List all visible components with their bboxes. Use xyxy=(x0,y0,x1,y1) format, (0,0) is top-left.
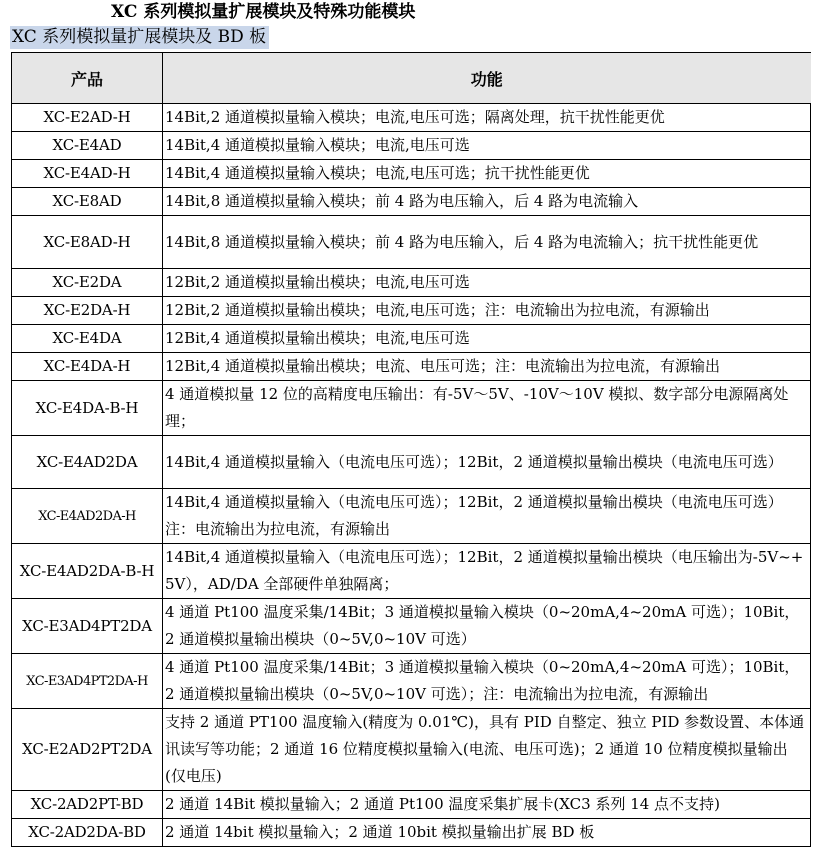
product-cell: XC-E2AD2PT2DA xyxy=(12,709,163,791)
table-row xyxy=(12,709,811,791)
product-cell: XC-E3AD4PT2DA xyxy=(12,599,163,654)
product-cell: XC-2AD2DA-BD xyxy=(12,819,163,847)
function-cell: 12Bit,2 通道模拟量输出模块；电流,电压可选；注：电流输出为拉电流，有源输出 xyxy=(163,297,811,325)
function-cell: 14Bit,8 通道模拟量输入模块；前 4 路为电压输入，后 4 路为电流输入；抗干扰性能更优 xyxy=(163,216,811,269)
function-cell: 支持 2 通道 PT100 温度输入(精度为 0.01℃)，具有 PID 自整定、独立 PID 参数设置、本体通讯读写等功能；2 通道 16 位精度模拟量输入(电流、电压可选)；2 通道 10 位精度模拟量输出(仅电压) xyxy=(163,709,811,791)
module-table xyxy=(11,52,811,847)
product-cell: XC-E2AD-H xyxy=(12,104,163,132)
function-cell: 12Bit,4 通道模拟量输出模块；电流、电压可选；注：电流输出为拉电流，有源输出 xyxy=(163,353,811,381)
function-cell: 2 通道 14Bit 模拟量输入；2 通道 Pt100 温度采集扩展卡(XC3 系列 14 点不支持) xyxy=(163,791,811,819)
table-row xyxy=(12,489,811,544)
function-cell: 14Bit,8 通道模拟量输入模块；前 4 路为电压输入，后 4 路为电流输入 xyxy=(163,188,811,216)
table-row xyxy=(12,325,811,353)
product-cell: XC-E2DA xyxy=(12,269,163,297)
table-row xyxy=(12,160,811,188)
product-cell: XC-E4AD2DA-B-H xyxy=(12,544,163,599)
function-cell: 14Bit,2 通道模拟量输入模块；电流,电压可选；隔离处理，抗干扰性能更优 xyxy=(163,104,811,132)
function-cell: 14Bit,4 通道模拟量输入模块；电流,电压可选 xyxy=(163,132,811,160)
table-row xyxy=(12,269,811,297)
column-header-function: 功能 xyxy=(163,53,811,104)
table-row xyxy=(12,819,811,847)
table-row xyxy=(12,188,811,216)
product-cell: XC-E4DA-B-H xyxy=(12,381,163,436)
function-cell: 4 通道 Pt100 温度采集/14Bit；3 通道模拟量输入模块（0~20mA,4~20mA 可选）；10Bit，2 通道模拟量输出模块（0~5V,0~10V 可选）；注：电流输出为拉电流，有源输出 xyxy=(163,654,811,709)
table-row xyxy=(12,132,811,160)
function-cell: 4 通道模拟量 12 位的高精度电压输出：有-5V～5V、-10V～10V 模拟、数字部分电源隔离处理； xyxy=(163,381,811,436)
table-header-row xyxy=(12,53,811,104)
page-title: XC 系列模拟量扩展模块及特殊功能模块 xyxy=(111,2,416,22)
table-row xyxy=(12,599,811,654)
function-cell: 14Bit,4 通道模拟量输入（电流电压可选）；12Bit，2 通道模拟量输出模块（电流电压可选）注：电流输出为拉电流，有源输出 xyxy=(163,489,811,544)
column-header-product: 产品 xyxy=(12,53,163,104)
table-row xyxy=(12,216,811,269)
function-cell: 12Bit,2 通道模拟量输出模块；电流,电压可选 xyxy=(163,269,811,297)
table-row xyxy=(12,353,811,381)
product-cell: XC-E4AD xyxy=(12,132,163,160)
table-row xyxy=(12,297,811,325)
table-row xyxy=(12,791,811,819)
function-cell: 2 通道 14bit 模拟量输入；2 通道 10bit 模拟量输出扩展 BD 板 xyxy=(163,819,811,847)
product-cell: XC-E3AD4PT2DA-H xyxy=(12,654,163,709)
product-cell: XC-E2DA-H xyxy=(12,297,163,325)
product-cell: XC-E4DA-H xyxy=(12,353,163,381)
product-cell: XC-E8AD-H xyxy=(12,216,163,269)
product-cell: XC-E4AD2DA-H xyxy=(12,489,163,544)
table-row xyxy=(12,381,811,436)
product-cell: XC-E8AD xyxy=(12,188,163,216)
function-cell: 14Bit,4 通道模拟量输入模块；电流,电压可选；抗干扰性能更优 xyxy=(163,160,811,188)
function-cell: 14Bit,4 通道模拟量输入（电流电压可选）；12Bit，2 通道模拟量输出模块（电流电压可选） xyxy=(163,436,811,489)
product-cell: XC-2AD2PT-BD xyxy=(12,791,163,819)
function-cell: 12Bit,4 通道模拟量输出模块；电流,电压可选 xyxy=(163,325,811,353)
table-row xyxy=(12,654,811,709)
function-cell: 14Bit,4 通道模拟量输入（电流电压可选）；12Bit，2 通道模拟量输出模块（电压输出为-5V~+5V），AD/DA 全部硬件单独隔离； xyxy=(163,544,811,599)
product-cell: XC-E4AD-H xyxy=(12,160,163,188)
product-cell: XC-E4AD2DA xyxy=(12,436,163,489)
table-row xyxy=(12,544,811,599)
table-row xyxy=(12,104,811,132)
product-cell: XC-E4DA xyxy=(12,325,163,353)
table-row xyxy=(12,436,811,489)
section-heading-highlighted: XC 系列模拟量扩展模块及 BD 板 xyxy=(10,26,269,49)
function-cell: 4 通道 Pt100 温度采集/14Bit；3 通道模拟量输入模块（0~20mA,4~20mA 可选）；10Bit，2 通道模拟量输出模块（0~5V,0~10V 可选） xyxy=(163,599,811,654)
